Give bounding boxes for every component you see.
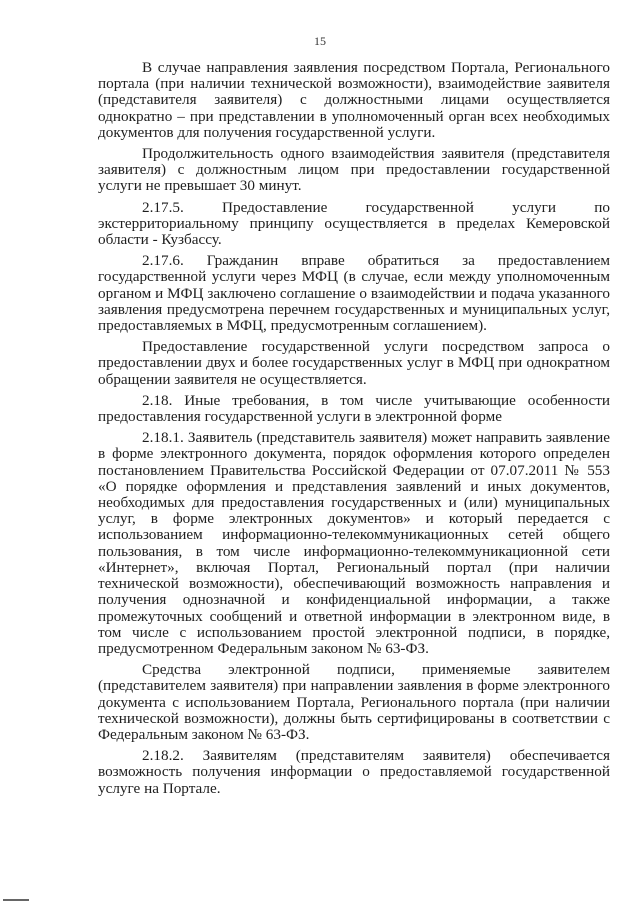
scan-edge-mark xyxy=(3,899,29,901)
paragraph-interaction-duration: Продолжительность одного взаимодействия заявителя (представителя заявителя) с должностным лицом при предоставлении государственной услуги не превышает 30 минут. xyxy=(98,145,610,195)
paragraph-2-18-2: 2.18.2. Заявителям (представителям заявителя) обеспечивается возможность получения информации о предоставляемой государственной услуге на Портале. xyxy=(98,747,610,797)
document-body xyxy=(98,60,610,802)
paragraph-portal-interaction: В случае направления заявления посредством Портала, Регионального портала (при наличии технической возможности), взаимодействие заявителя (представителя заявителя) с должностными лицами осуществляется однократно – при представлении в уполномоченный орган всех необходимых документов для получения государственной услуги. xyxy=(98,59,610,141)
paragraph-2-18-1: 2.18.1. Заявитель (представитель заявителя) может направить заявление в форме электронного документа, порядок оформления которого определен постановлением Правительства Российской Федерации от 07.07.2011 № 553 «О порядке оформления и представления заявлений и иных документов, необходимых для предоставления государственных и (или) муниципальных услуг, в форме электронных документов» и который передается с использованием информационно-телекоммуникационных сетей общего пользования, в том числе информационно-телекоммуникационной сети «Интернет», включая Портал, Региональный портал (при наличии технической возможности), обеспечивающий возможность направления и получения однозначной и конфиденциальной информации, а также промежуточных сообщений и ответной информации в электронном виде, в том числе с использованием простой электронной подписи, в порядке, предусмотренном Федеральным законом № 63-ФЗ. xyxy=(98,429,610,657)
page-number: 15 xyxy=(314,34,326,48)
paragraph-2-17-6: 2.17.6. Гражданин вправе обратиться за предоставлением государственной услуги через МФЦ (в случае, если между уполномоченным органом и МФЦ заключено соглашение о взаимодействии и подача указанного заявления предусмотрена перечнем государственных и муниципальных услуг, предоставляемых в МФЦ, предусмотренным соглашением). xyxy=(98,252,610,335)
paragraph-signature-tools: Средства электронной подписи, применяемые заявителем (представителем заявителя) при направлении заявления в форме электронного документа с использованием Портала, Регионального портала (при наличии технической возможности), должны быть сертифицированы в соответствии с Федеральным законом № 63-ФЗ. xyxy=(98,661,610,743)
paragraph-2-17-5: 2.17.5. Предоставление государственной услуги по экстерриториальному принципу осуществляется в пределах Кемеровской области - Кузбассу. xyxy=(98,198,610,249)
paragraph-complex-request: Предоставление государственной услуги посредством запроса о предоставлении двух и более государственных услуг в МФЦ при однократном обращении заявителя не осуществляется. xyxy=(98,338,610,388)
paragraph-2-18: 2.18. Иные требования, в том числе учитывающие особенности предоставления государственной услуги в электронной форме xyxy=(98,391,610,426)
